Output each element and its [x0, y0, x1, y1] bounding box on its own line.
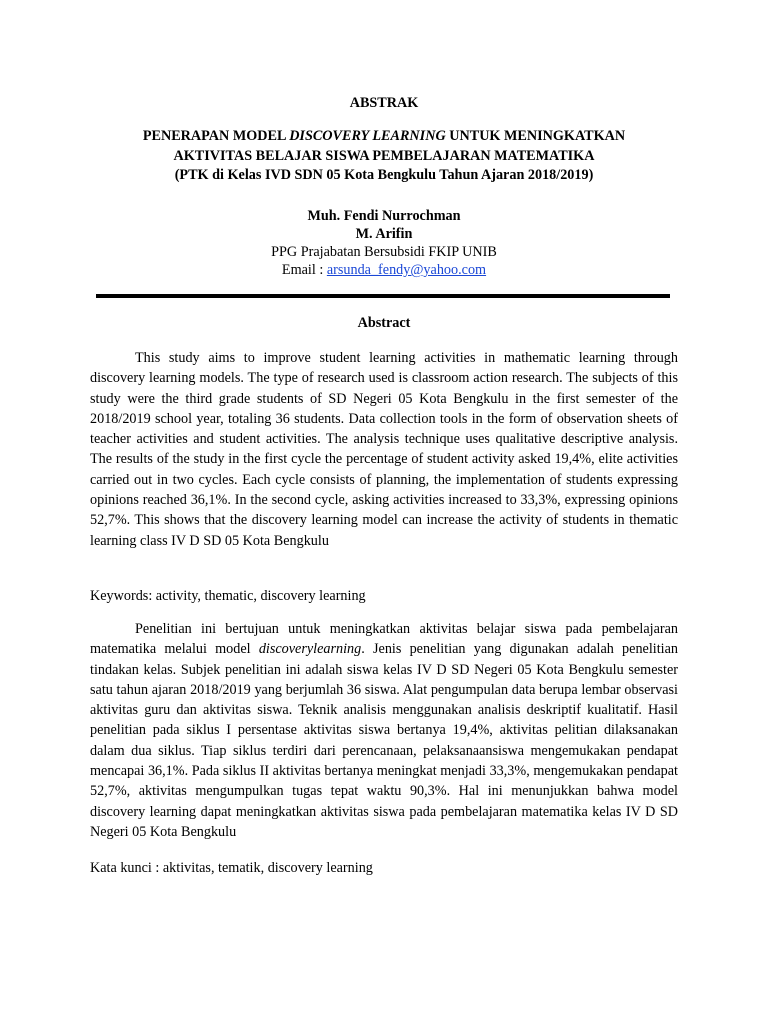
author-block — [90, 207, 678, 279]
abstrak-heading: ABSTRAK — [349, 95, 419, 111]
title-line-3: (PTK di Kelas IVD SDN 05 Kota Bengkulu Tahun Ajaran 2018/2019) — [174, 167, 594, 183]
abstract-id-part-2: . Jenis penelitian yang digunakan adalah penelitian tindakan kelas. Subjek penelitian ini adalah siswa kelas IV D SD Negeri 05 Kota Bengkulu semester satu tahun ajaran 2018/2019 yang berjumlah 36 siswa. Alat pengumpulan data berupa lembar observasi aktivitas guru dan aktivitas siswa. Teknik analisis menggunakan analisis deskriptif kualitatif. Hasil penelitian pada siklus I persentase aktivitas siswa bertanya 19,4%, aktivitas pelitian dilaksanakan dalam dua siklus. Tiap siklus terdiri dari perencanaan, pelaksanaansiswa mengemukakan pendapat mencapai 36,1%. Pada siklus II aktivitas bertanya meningkat menjadi 33,3%, mengemukakan pendapat 52,7%, aktivitas mengumpulkan tugas tepat waktu 90,3%. Hal ini menunjukkan bahwa model discovery learning dapat meningkatkan aktivitas siswa pada pembelajaran matematika kelas IV D SD Negeri 05 Kota Bengkulu — [90, 641, 678, 840]
divider-rule — [96, 294, 670, 298]
email-link[interactable]: arsunda_fendy@yahoo.com — [326, 262, 487, 278]
title-line-1-suffix: UNTUK MENINGKATKAN — [445, 128, 626, 144]
keywords-english: Keywords: activity, thematic, discovery learning — [90, 588, 366, 604]
email-line — [90, 261, 678, 279]
title-line-1-italic: DISCOVERY LEARNING — [289, 128, 446, 144]
title-line-1-prefix: PENERAPAN MODEL — [142, 128, 290, 144]
abstract-indonesian-body — [90, 619, 678, 842]
author-1: Muh. Fendi Nurrochman — [307, 208, 461, 224]
email-label: Email : — [281, 262, 327, 278]
affiliation: PPG Prajabatan Bersubsidi FKIP UNIB — [271, 244, 497, 260]
abstract-id-part-1: Penelitian ini bertujuan untuk meningkatkan aktivitas belajar siswa pada pembelajaran matematika melalui model — [90, 621, 678, 658]
abstract-english-body: This study aims to improve student learning activities in mathematic learning through discovery learning models. The type of research used is classroom action research. The subjects of this study were the third grade students of SD Negeri 05 Kota Bengkulu in the first semester of the 2018/2019 school year, totaling 36 students. Data collection tools in the form of observation sheets of teacher activities and student activities. The analysis technique uses qualitative descriptive analysis. The results of the study in the first cycle the percentage of student activity asked 19,4%, elite activities carried out in two cycles. Each cycle consists of planning, the implementation of students expressing opinions reached 36,1%. In the second cycle, asking activities increased to 33,3%, expressing opinions 52,7%. This shows that the discovery learning model can increase the activity of students in thematic learning class IV D SD 05 Kota Bengkulu — [90, 350, 678, 549]
author-2: M. Arifin — [355, 226, 413, 242]
title-line-2: AKTIVITAS BELAJAR SISWA PEMBELAJARAN MATEMATIKA — [173, 147, 595, 164]
keywords-indonesian: Kata kunci : aktivitas, tematik, discovery learning — [90, 860, 373, 876]
paper-title — [90, 127, 678, 186]
abstract-heading: Abstract — [357, 315, 411, 331]
abstract-id-italic: discoverylearning — [258, 641, 362, 658]
title-line-1 — [90, 127, 678, 147]
